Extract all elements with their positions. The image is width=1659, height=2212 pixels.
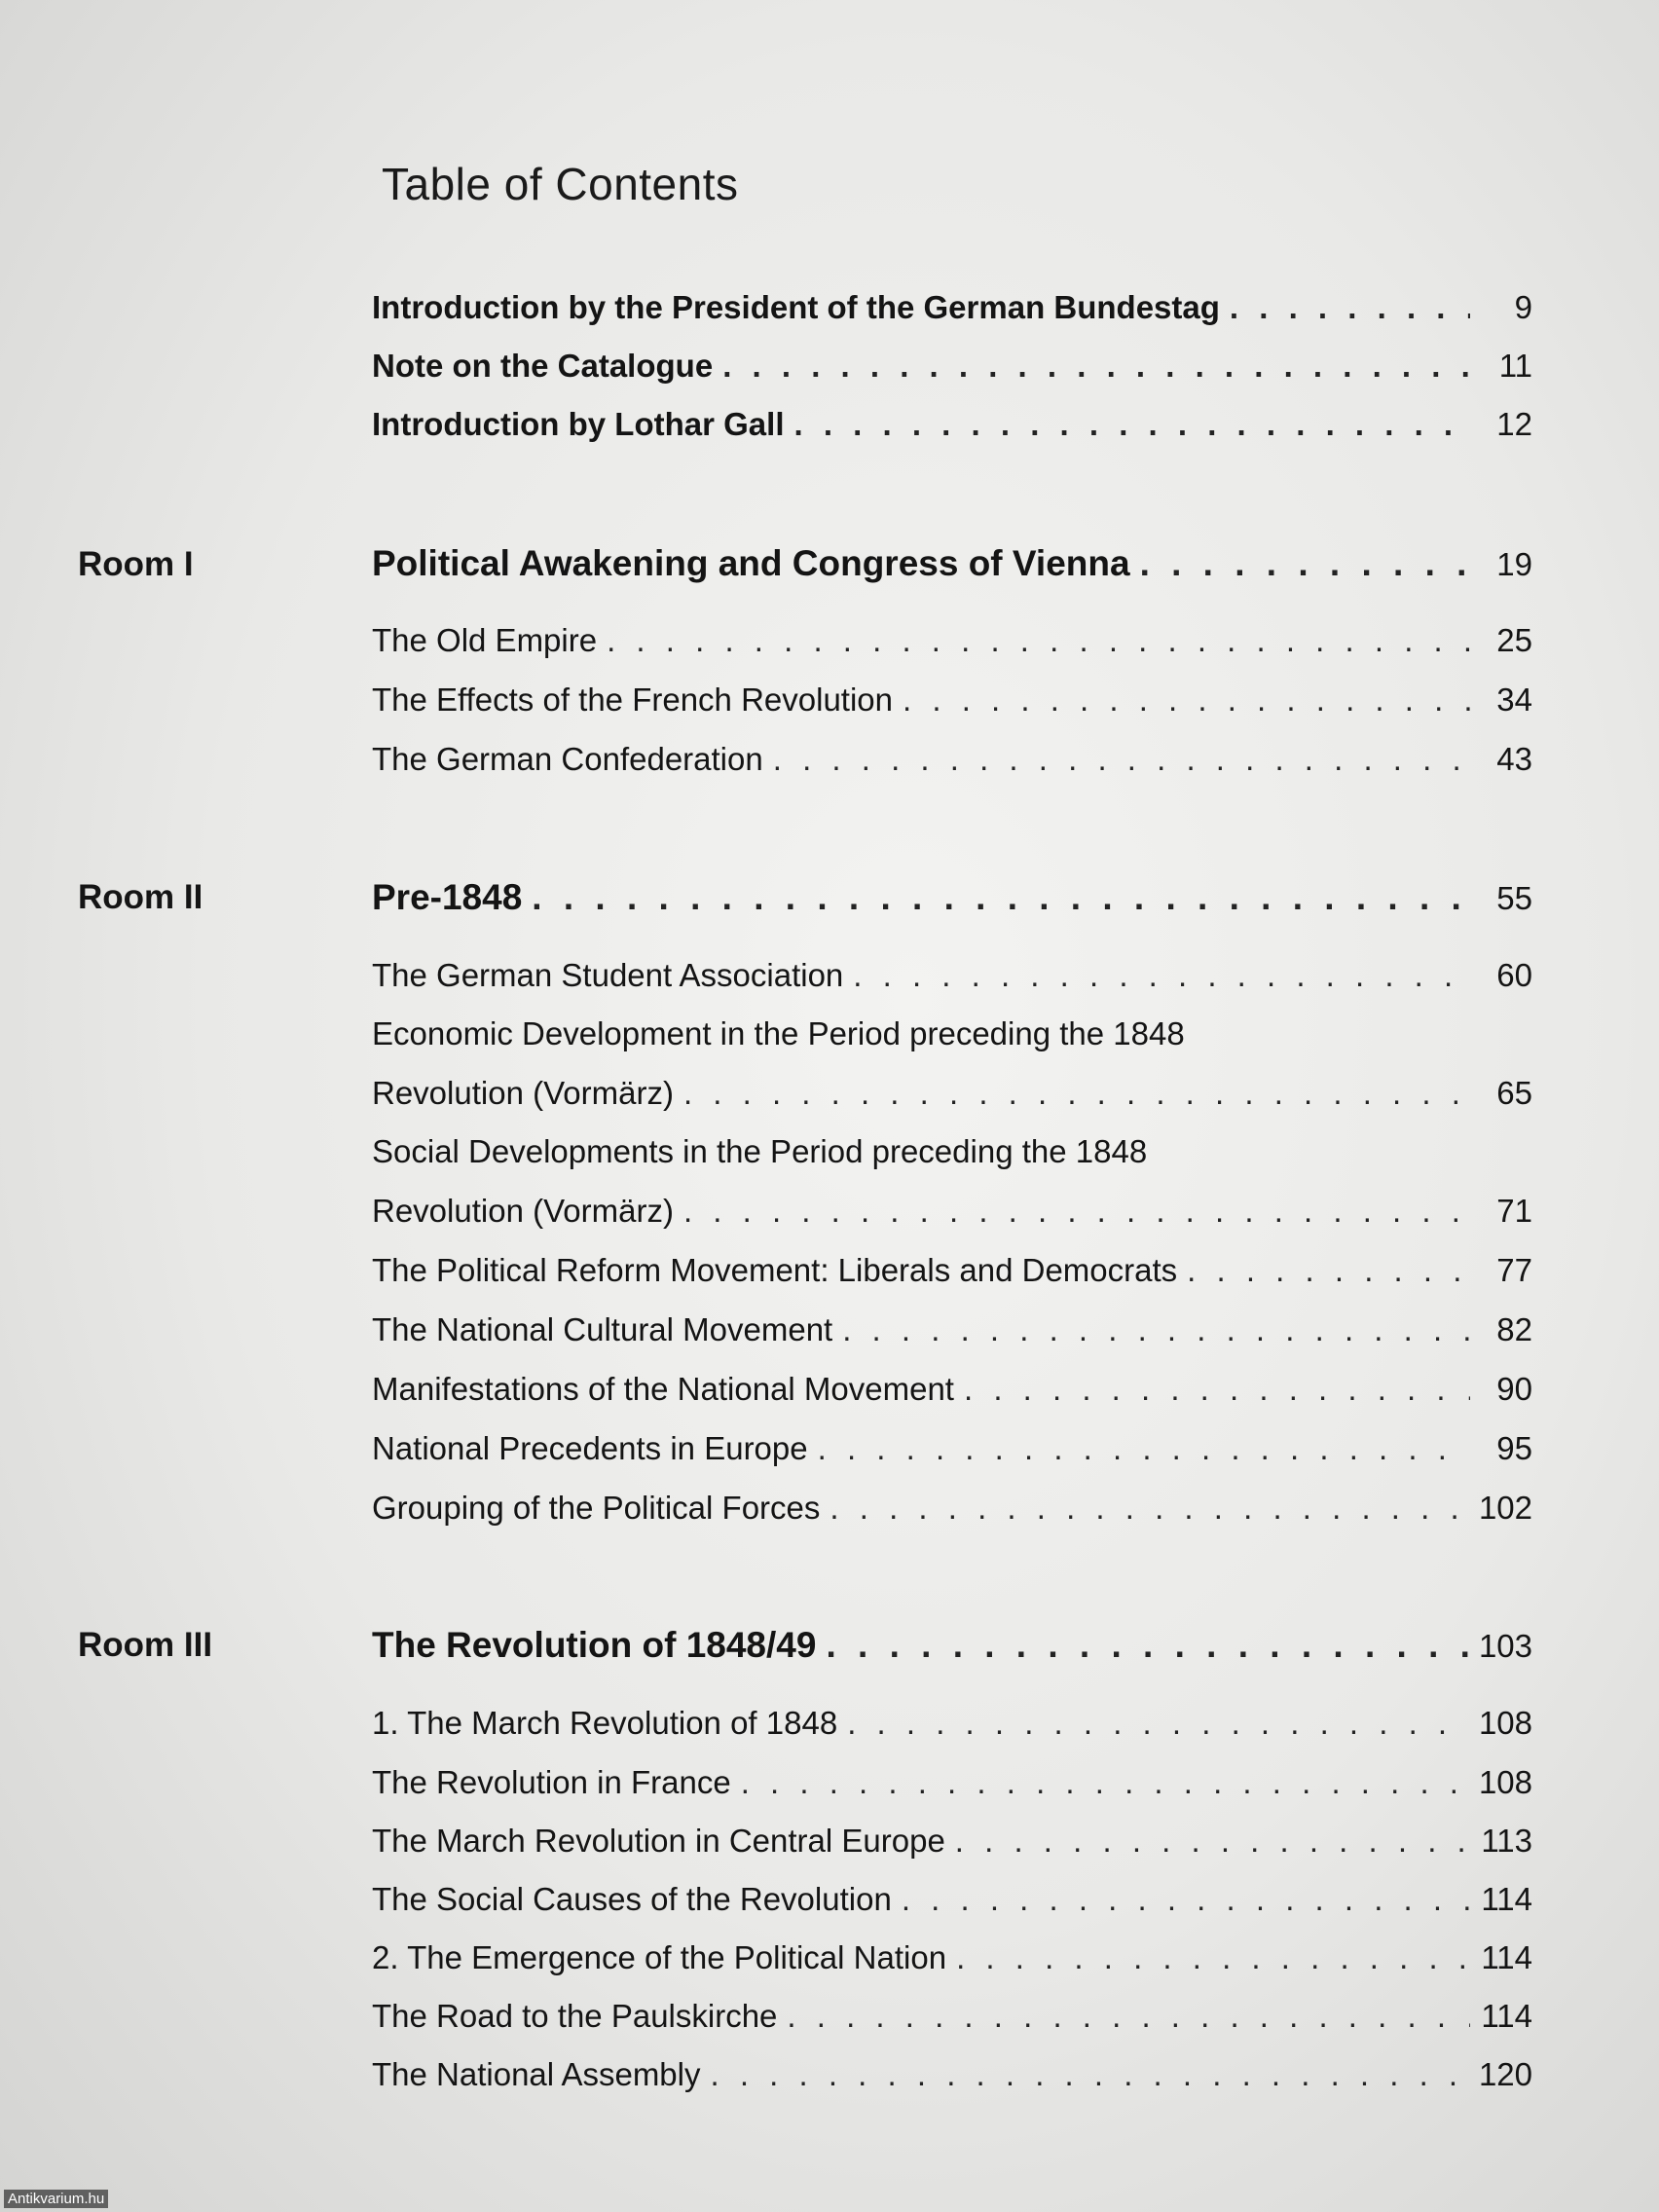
dot-leader <box>722 341 1470 391</box>
dot-leader <box>826 1620 1470 1671</box>
dot-leader <box>773 734 1470 785</box>
entry-title: The March Revolution in Central Europe <box>372 1823 945 1859</box>
entry-page: 12 <box>1496 406 1532 442</box>
entry-page: 25 <box>1496 622 1532 658</box>
dot-leader <box>903 675 1470 725</box>
dot-leader <box>964 1364 1470 1415</box>
entry-page: 114 <box>1481 1881 1532 1917</box>
entry-page: 82 <box>1496 1311 1532 1347</box>
entry-page: 90 <box>1496 1371 1532 1407</box>
toc-entry <box>372 1186 1532 1236</box>
room-label-2: Room II <box>78 878 203 916</box>
entry-title: Revolution (Vormärz) <box>372 1075 674 1111</box>
toc-entry <box>372 734 1532 785</box>
toc-entry <box>372 675 1532 725</box>
entry-title: The Political Reform Movement: Liberals and Democrats <box>372 1252 1178 1288</box>
entry-title: The Road to the Paulskirche <box>372 1998 778 2034</box>
dot-leader <box>818 1423 1470 1474</box>
entry-page: 60 <box>1496 957 1532 993</box>
entry-title: 1. The March Revolution of 1848 <box>372 1705 838 1741</box>
entry-title: 2. The Emergence of the Political Nation <box>372 1939 947 1975</box>
entry-page: 34 <box>1496 682 1532 718</box>
dot-leader <box>607 615 1470 666</box>
dot-leader <box>830 1483 1470 1533</box>
entry-title: National Precedents in Europe <box>372 1430 808 1466</box>
entry-title-line1: Social Developments in the Period preceding the 1848 <box>372 1133 1148 1169</box>
room-heading-title: Political Awakening and Congress of Vienna <box>372 543 1130 583</box>
dot-leader <box>1140 538 1470 589</box>
room-heading-title: Pre-1848 <box>372 877 523 917</box>
entry-title: The Old Empire <box>372 622 598 658</box>
room-heading-2 <box>372 872 1532 923</box>
entry-title: Introduction by the President of the German Bundestag <box>372 289 1220 325</box>
dot-leader <box>847 1698 1470 1749</box>
room-heading-title: The Revolution of 1848/49 <box>372 1625 817 1665</box>
dot-leader <box>683 1186 1470 1236</box>
dot-leader <box>741 1757 1470 1808</box>
dot-leader <box>956 1933 1470 1983</box>
toc-entry <box>372 1068 1532 1119</box>
entry-page: 11 <box>1498 348 1532 384</box>
entry-title: Grouping of the Political Forces <box>372 1490 821 1526</box>
dot-leader <box>902 1874 1470 1925</box>
entry-page: 19 <box>1496 546 1532 582</box>
toc-entry <box>372 615 1532 666</box>
dot-leader <box>842 1305 1470 1355</box>
entry-page: 77 <box>1496 1252 1532 1288</box>
toc-entry <box>372 1933 1532 1983</box>
page-title: Table of Contents <box>382 159 739 209</box>
entry-page: 108 <box>1478 1705 1532 1741</box>
dot-leader <box>955 1816 1470 1866</box>
toc-entry-note-catalogue <box>372 341 1532 391</box>
entry-page: 120 <box>1478 2056 1532 2092</box>
entry-page: 114 <box>1481 1939 1532 1975</box>
entry-page: 114 <box>1481 1998 1532 2034</box>
toc-entry <box>372 1757 1532 1808</box>
entry-title-line1: Economic Development in the Period preceding the 1848 <box>372 1015 1185 1051</box>
entry-page: 102 <box>1478 1490 1532 1526</box>
dot-leader <box>711 2049 1471 2100</box>
entry-page: 113 <box>1481 1823 1532 1859</box>
entry-page: 65 <box>1496 1075 1532 1111</box>
entry-title: The Revolution in France <box>372 1764 731 1800</box>
entry-title: Note on the Catalogue <box>372 348 714 384</box>
toc-entry-intro-gall <box>372 399 1532 450</box>
entry-page: 71 <box>1496 1193 1532 1229</box>
entry-title: The National Cultural Movement <box>372 1311 833 1347</box>
entry-page: 103 <box>1478 1628 1532 1664</box>
entry-title: Revolution (Vormärz) <box>372 1193 674 1229</box>
toc-entry <box>372 1991 1532 2042</box>
room-heading-1 <box>372 538 1532 589</box>
watermark: Antikvarium.hu <box>4 2190 108 2208</box>
toc-entry <box>372 950 1532 1001</box>
entry-title: The Effects of the French Revolution <box>372 682 894 718</box>
toc-entry <box>372 1364 1532 1415</box>
dot-leader <box>1230 282 1470 333</box>
dot-leader <box>683 1068 1470 1119</box>
room-label-1: Room I <box>78 545 194 583</box>
entry-page: 43 <box>1496 741 1532 777</box>
toc-entry <box>372 2049 1532 2100</box>
toc-entry-intro-president <box>372 282 1532 333</box>
toc-entry <box>372 1423 1532 1474</box>
entry-page: 108 <box>1478 1764 1532 1800</box>
toc-entry <box>372 1874 1532 1925</box>
entry-title: Introduction by Lothar Gall <box>372 406 785 442</box>
entry-title: The Social Causes of the Revolution <box>372 1881 892 1917</box>
entry-title: The German Student Association <box>372 957 844 993</box>
toc-entry <box>372 1245 1532 1296</box>
entry-title: Manifestations of the National Movement <box>372 1371 954 1407</box>
dot-leader <box>794 399 1471 450</box>
room-label-3: Room III <box>78 1626 213 1664</box>
entry-title: The German Confederation <box>372 741 763 777</box>
entry-page: 55 <box>1496 880 1532 916</box>
entry-page: 95 <box>1496 1430 1532 1466</box>
room-heading-3 <box>372 1620 1532 1671</box>
dot-leader <box>787 1991 1470 2042</box>
toc-entry <box>372 1698 1532 1749</box>
toc-entry <box>372 1816 1532 1866</box>
dot-leader <box>532 872 1470 923</box>
entry-title: The National Assembly <box>372 2056 701 2092</box>
dot-leader <box>1187 1245 1470 1296</box>
toc-entry <box>372 1483 1532 1533</box>
toc-entry <box>372 1305 1532 1355</box>
entry-page: 9 <box>1514 289 1532 325</box>
dot-leader <box>853 950 1470 1001</box>
